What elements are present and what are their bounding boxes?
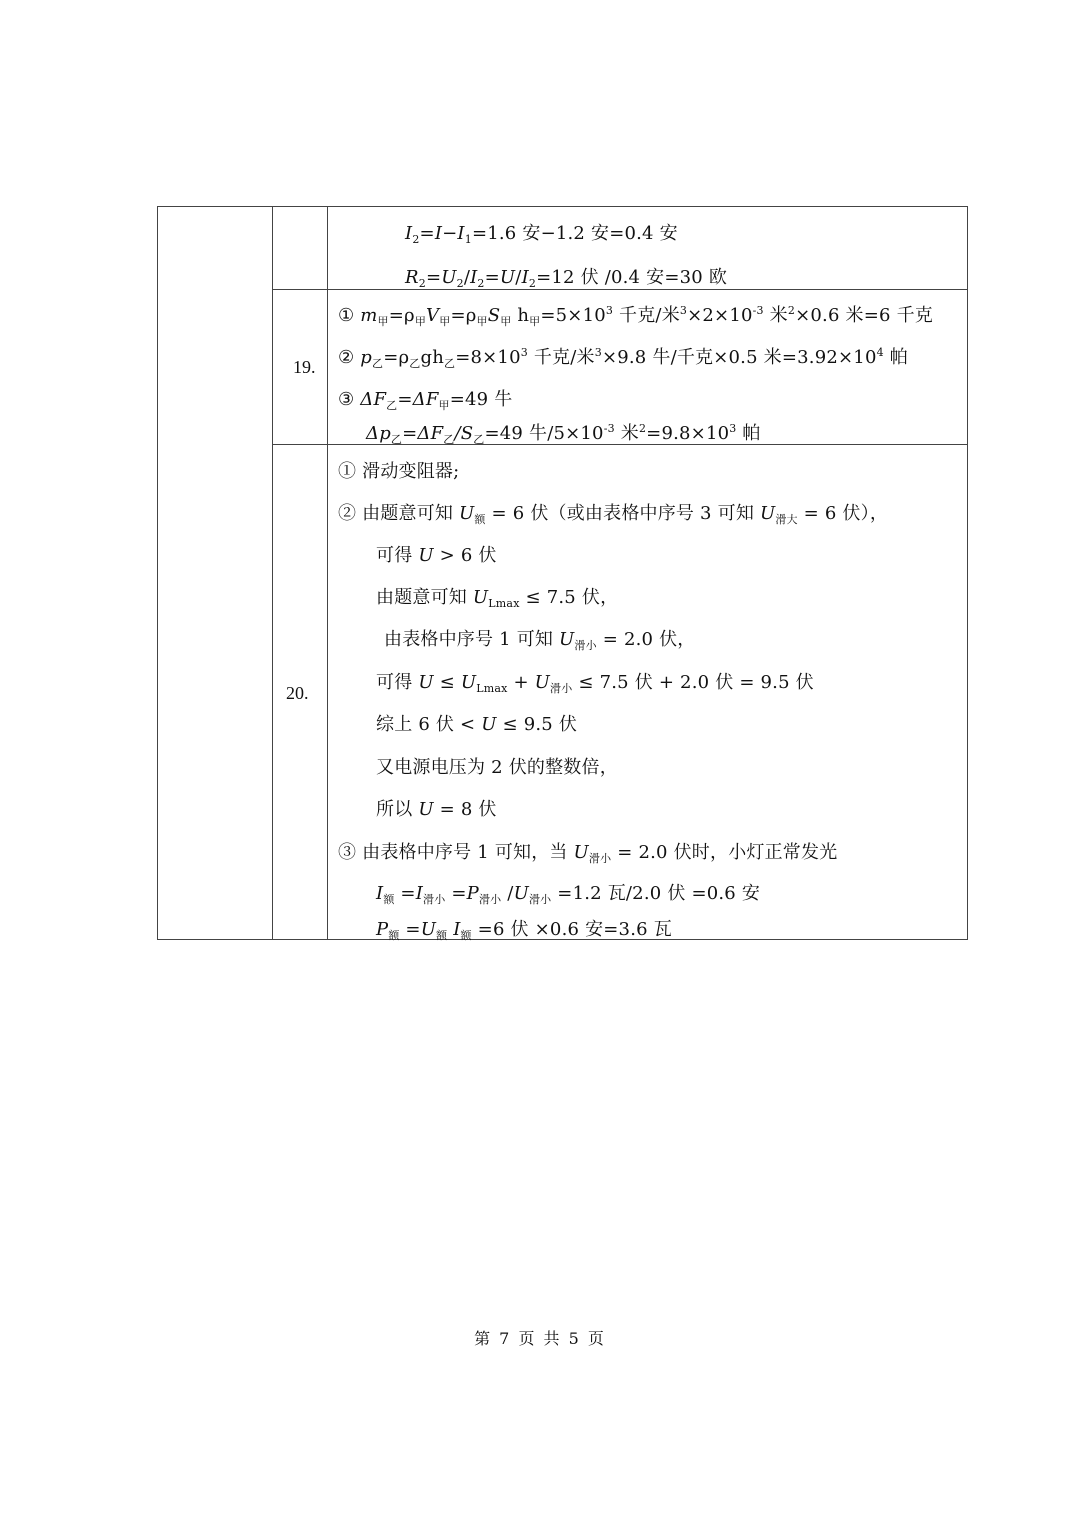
column-divider — [272, 207, 273, 939]
q19-line-4: $\Delta p_乙=\Delta F_乙/S_乙=49$ 牛$/5\times 10^{-3}$ 米$^2=9.8\times 10^3$ 帕 — [366, 422, 761, 446]
q20-line-3: 可得 U > 6 伏 — [376, 545, 497, 566]
q20-line-10: ③ 由表格中序号 1 可知，当 $U_{滑小} = 2.0$ 伏时，小灯正常发光 — [338, 842, 838, 865]
q18-line-1: $I_2=I-I_1=1.6$ 安−1.2 安=0.4 安 — [405, 223, 678, 246]
q20-line-4: 由题意可知 $U_{Lmax} \le 7.5$ 伏， — [376, 587, 619, 610]
q20-line-9: 所以 U = 8 伏 — [376, 799, 497, 820]
q20-line-8: 又电源电压为 2 伏的整数倍， — [376, 757, 618, 778]
q20-line-11: $I_额 =I_{滑小} =P_{滑小}$ $/U_{滑小} =1.2$ 瓦/2.0 伏 =0.6 安 — [376, 883, 761, 906]
question-number-20: 20. — [286, 683, 309, 703]
q19-line-1: ① $m_甲=\rho_甲V_甲=\rho_甲S_甲$ $h_甲=5\times 10^3$ 千克/米$^3\times 2\times 10^{-3}$ 米$^2$×0.6 米=6 千克 — [338, 304, 933, 328]
q19-line-2: ② $p_乙=\rho_乙gh_乙=8\times 10^3$ 千克/米$^3$×9.8 牛/千克×0.5 米$=3.92\times 10^4$ 帕 — [338, 346, 908, 370]
question-number-19: 19. — [293, 357, 316, 377]
answer-table — [157, 206, 968, 940]
q20-line-6: 可得 $U \le U_{Lmax} + U_{滑小} \le 7.5$ 伏 + 2.0 伏 = 9.5 伏 — [376, 672, 814, 695]
q20-line-5: 由表格中序号 1 可知 $U_{滑小} = 2.0$ 伏， — [384, 629, 696, 652]
q20-line-1: ① 滑动变阻器; — [338, 461, 460, 482]
q20-line-2: ② 由题意可知 $U_额 = 6$ 伏（或由表格中序号 3 可知 $U_{滑大} = 6$ 伏）， — [338, 503, 889, 526]
q20-line-7: 综上 6 伏 < U ≤ 9.5 伏 — [376, 714, 578, 735]
q18-line-2: $R_2=U_2/I_2=U/I_2=12$ 伏 /0.4 安=30 欧 — [405, 267, 728, 290]
page-footer: 第 7 页 共 5 页 — [474, 1329, 606, 1348]
q19-line-3: ③ $\Delta F_乙=\Delta F_甲=49$ 牛 — [338, 389, 513, 412]
column-divider — [327, 207, 328, 939]
q20-line-12: $P_额 =U_额$ $I_额 =6$ 伏 ×0.6 安=3.6 瓦 — [376, 919, 672, 942]
